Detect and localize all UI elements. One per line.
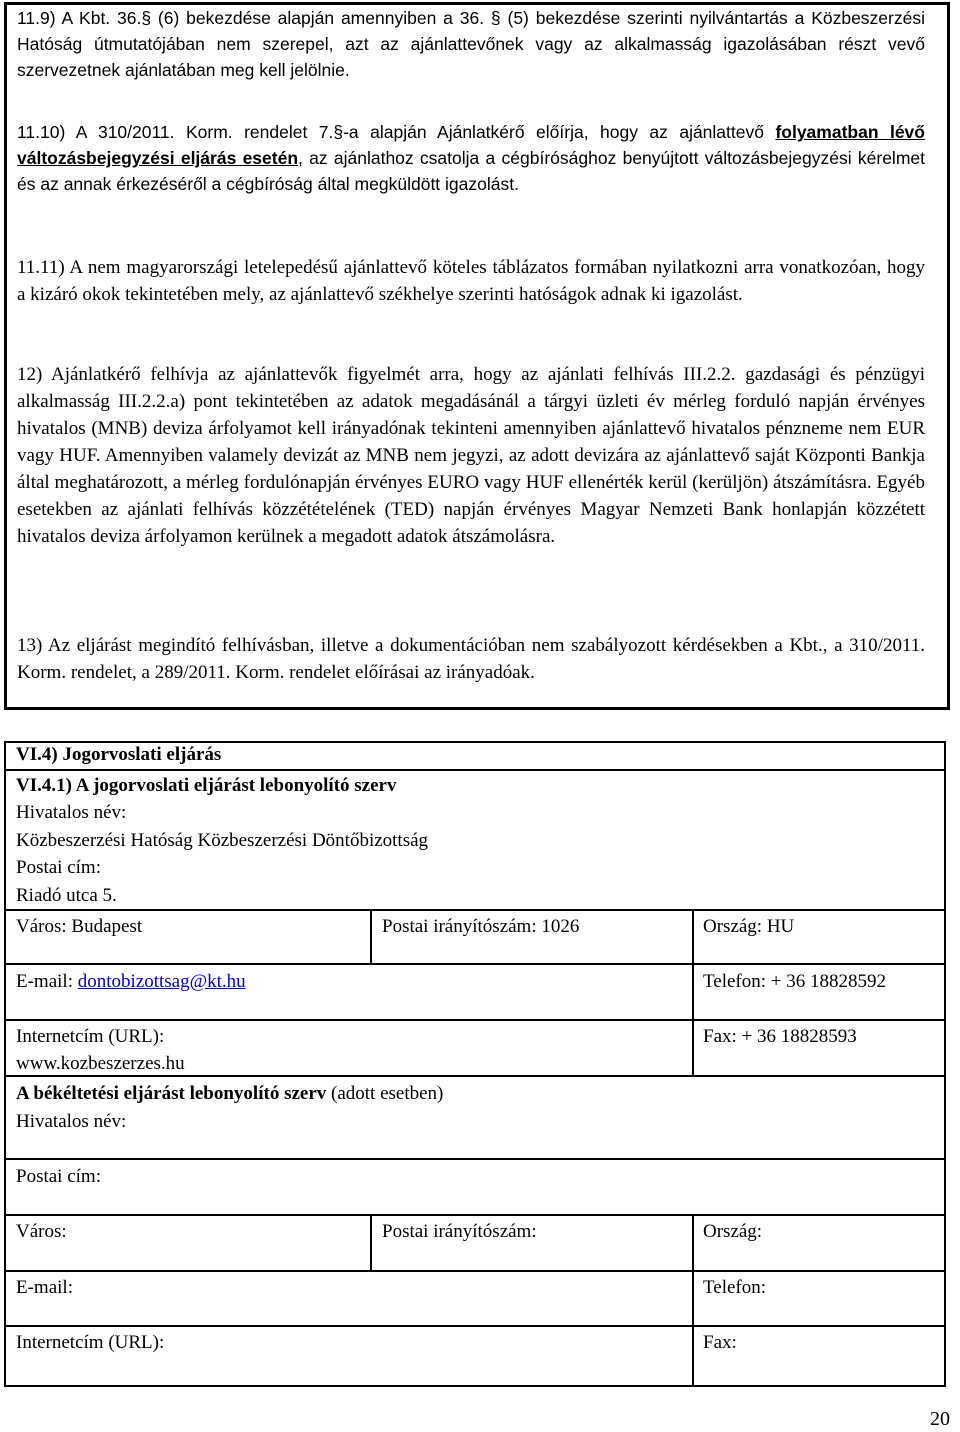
mediation-postal-code: Postai irányítószám: [382, 1221, 537, 1242]
table-divider [6, 1158, 944, 1160]
paragraph-13: 13) Az eljárást megindító felhívásban, illetve a dokumentációban nem szabályozott kérdésekben a Kbt., a 310/2011. Korm. rendelet, a 289/2011. Korm. rendelet előírásai az irányadóak. [17, 635, 925, 683]
mediation-official-name-label: Hivatalos név: [16, 1111, 127, 1132]
mediation-note: (adott esetben) [326, 1083, 444, 1104]
column-divider [370, 1214, 372, 1270]
official-name-label: Hivatalos név: [16, 802, 127, 823]
mediation-postal-label: Postai cím: [16, 1166, 101, 1187]
email-link[interactable]: dontobizottsag@kt.hu [77, 971, 246, 992]
column-divider [692, 1214, 694, 1385]
mediation-url: Internetcím (URL): [16, 1332, 165, 1353]
paragraph-11-9: 11.9) A Kbt. 36.§ (6) bekezdése alapján amennyiben a 36. § (5) bekezdése szerinti nyilvántartás a Közbeszerzési Hatóság útmutatójában nem szerepel, azt az ajánlattevőnek vagy az alkalmasság igazolásában részt vevő szervezetnek ajánlatában meg kell jelölnie. [17, 8, 925, 80]
country: Ország: HU [703, 916, 795, 937]
mediation-phone: Telefon: [703, 1277, 767, 1298]
paragraph-11-11: 11.11) A nem magyarországi letelepedésű ajánlattevő köteles táblázatos formában nyilatkozni arra vonatkozóan, hogy a kizáró okok tekintetében mely, az ajánlattevő székhelye szerinti hatóságok adnak ki igazolást. [17, 257, 925, 305]
paragraph-12: 12) Ajánlatkérő felhívja az ajánlattevők figyelmét arra, hogy az ajánlati felhívás III.2.2. gazdasági és pénzügyi alkalmasság III.2.2.a) pont tekintetében az adatok megadásánál a tárgyi üzleti év mérleg forduló napján érvényes hivatalos (MNB) deviza árfolyamot kell irányadónak tekinteni amennyiben ajánlattevő hivatalos pénzneme nem EUR vagy HUF. Amennyiben valamely devizát az MNB nem jegyzi, az adott devizára az ajánlattevő saját Központi Bankja által meghatározott, a mérleg fordulónapján érvényes EURO vagy HUF ellenérték kerül (kerüljön) átszámításra. Egyéb esetekben az ajánlati felhívás közzétételének (TED) napján érvényes Magyar Nemzeti Bank honlapján közzétett hivatalos deviza árfolyamon kerülnek a megadott adatok átszámolásra. [17, 364, 925, 547]
paragraph-11-10-emphasis: folyamatban lévő változásbejegyzési eljárás esetén [17, 122, 925, 168]
postal-label: Postai cím: [16, 857, 101, 878]
table-divider [6, 1270, 944, 1272]
postal-value: Riadó utca 5. [16, 885, 117, 906]
paragraph-11-10-text: 11.10) A 310/2011. Korm. rendelet 7.§-a alapján Ajánlatkérő előírja, hogy az ajánlattevő [17, 122, 764, 142]
city: Város: Budapest [16, 916, 143, 937]
table-divider [6, 909, 944, 911]
table-divider [6, 1075, 944, 1077]
column-divider [692, 1019, 694, 1075]
review-procedure-table [4, 741, 946, 1387]
mediation-city: Város: [16, 1221, 67, 1242]
table-divider [6, 1019, 944, 1021]
mediation-heading: A békéltetési eljárást lebonyolító szerv [16, 1083, 327, 1104]
table-divider [6, 1214, 944, 1216]
page-number: 20 [930, 1408, 950, 1430]
official-name-value: Közbeszerzési Hatóság Közbeszerzési Döntőbizottság [16, 830, 429, 851]
url-value: www.kozbeszerzes.hu [16, 1053, 185, 1074]
email-label: E-mail: [16, 971, 78, 992]
paragraph-11-10 [17, 119, 933, 197]
mediation-heading-row [16, 1080, 443, 1107]
phone: Telefon: + 36 18828592 [703, 971, 886, 992]
fax: Fax: + 36 18828593 [703, 1026, 857, 1047]
section-heading: VI.4) Jogorvoslati eljárás [16, 744, 222, 765]
table-divider [6, 769, 944, 771]
email-row [16, 968, 246, 995]
conditions-box [4, 2, 950, 710]
table-divider [6, 963, 944, 965]
sub-heading: VI.4.1) A jogorvoslati eljárást lebonyolító szerv [16, 775, 397, 796]
url-label: Internetcím (URL): [16, 1026, 165, 1047]
mediation-fax: Fax: [703, 1332, 737, 1353]
mediation-email: E-mail: [16, 1277, 73, 1298]
mediation-country: Ország: [703, 1221, 763, 1242]
column-divider [370, 909, 372, 963]
table-divider [6, 1325, 944, 1327]
paragraph-11-10-rest: , az ajánlathoz csatolja a cégbírósághoz benyújtott változásbejegyzési kérelmet és az annak érkezéséről a cégbíróság által megküldött igazolást. [17, 148, 925, 194]
postal-code: Postai irányítószám: 1026 [382, 916, 580, 937]
